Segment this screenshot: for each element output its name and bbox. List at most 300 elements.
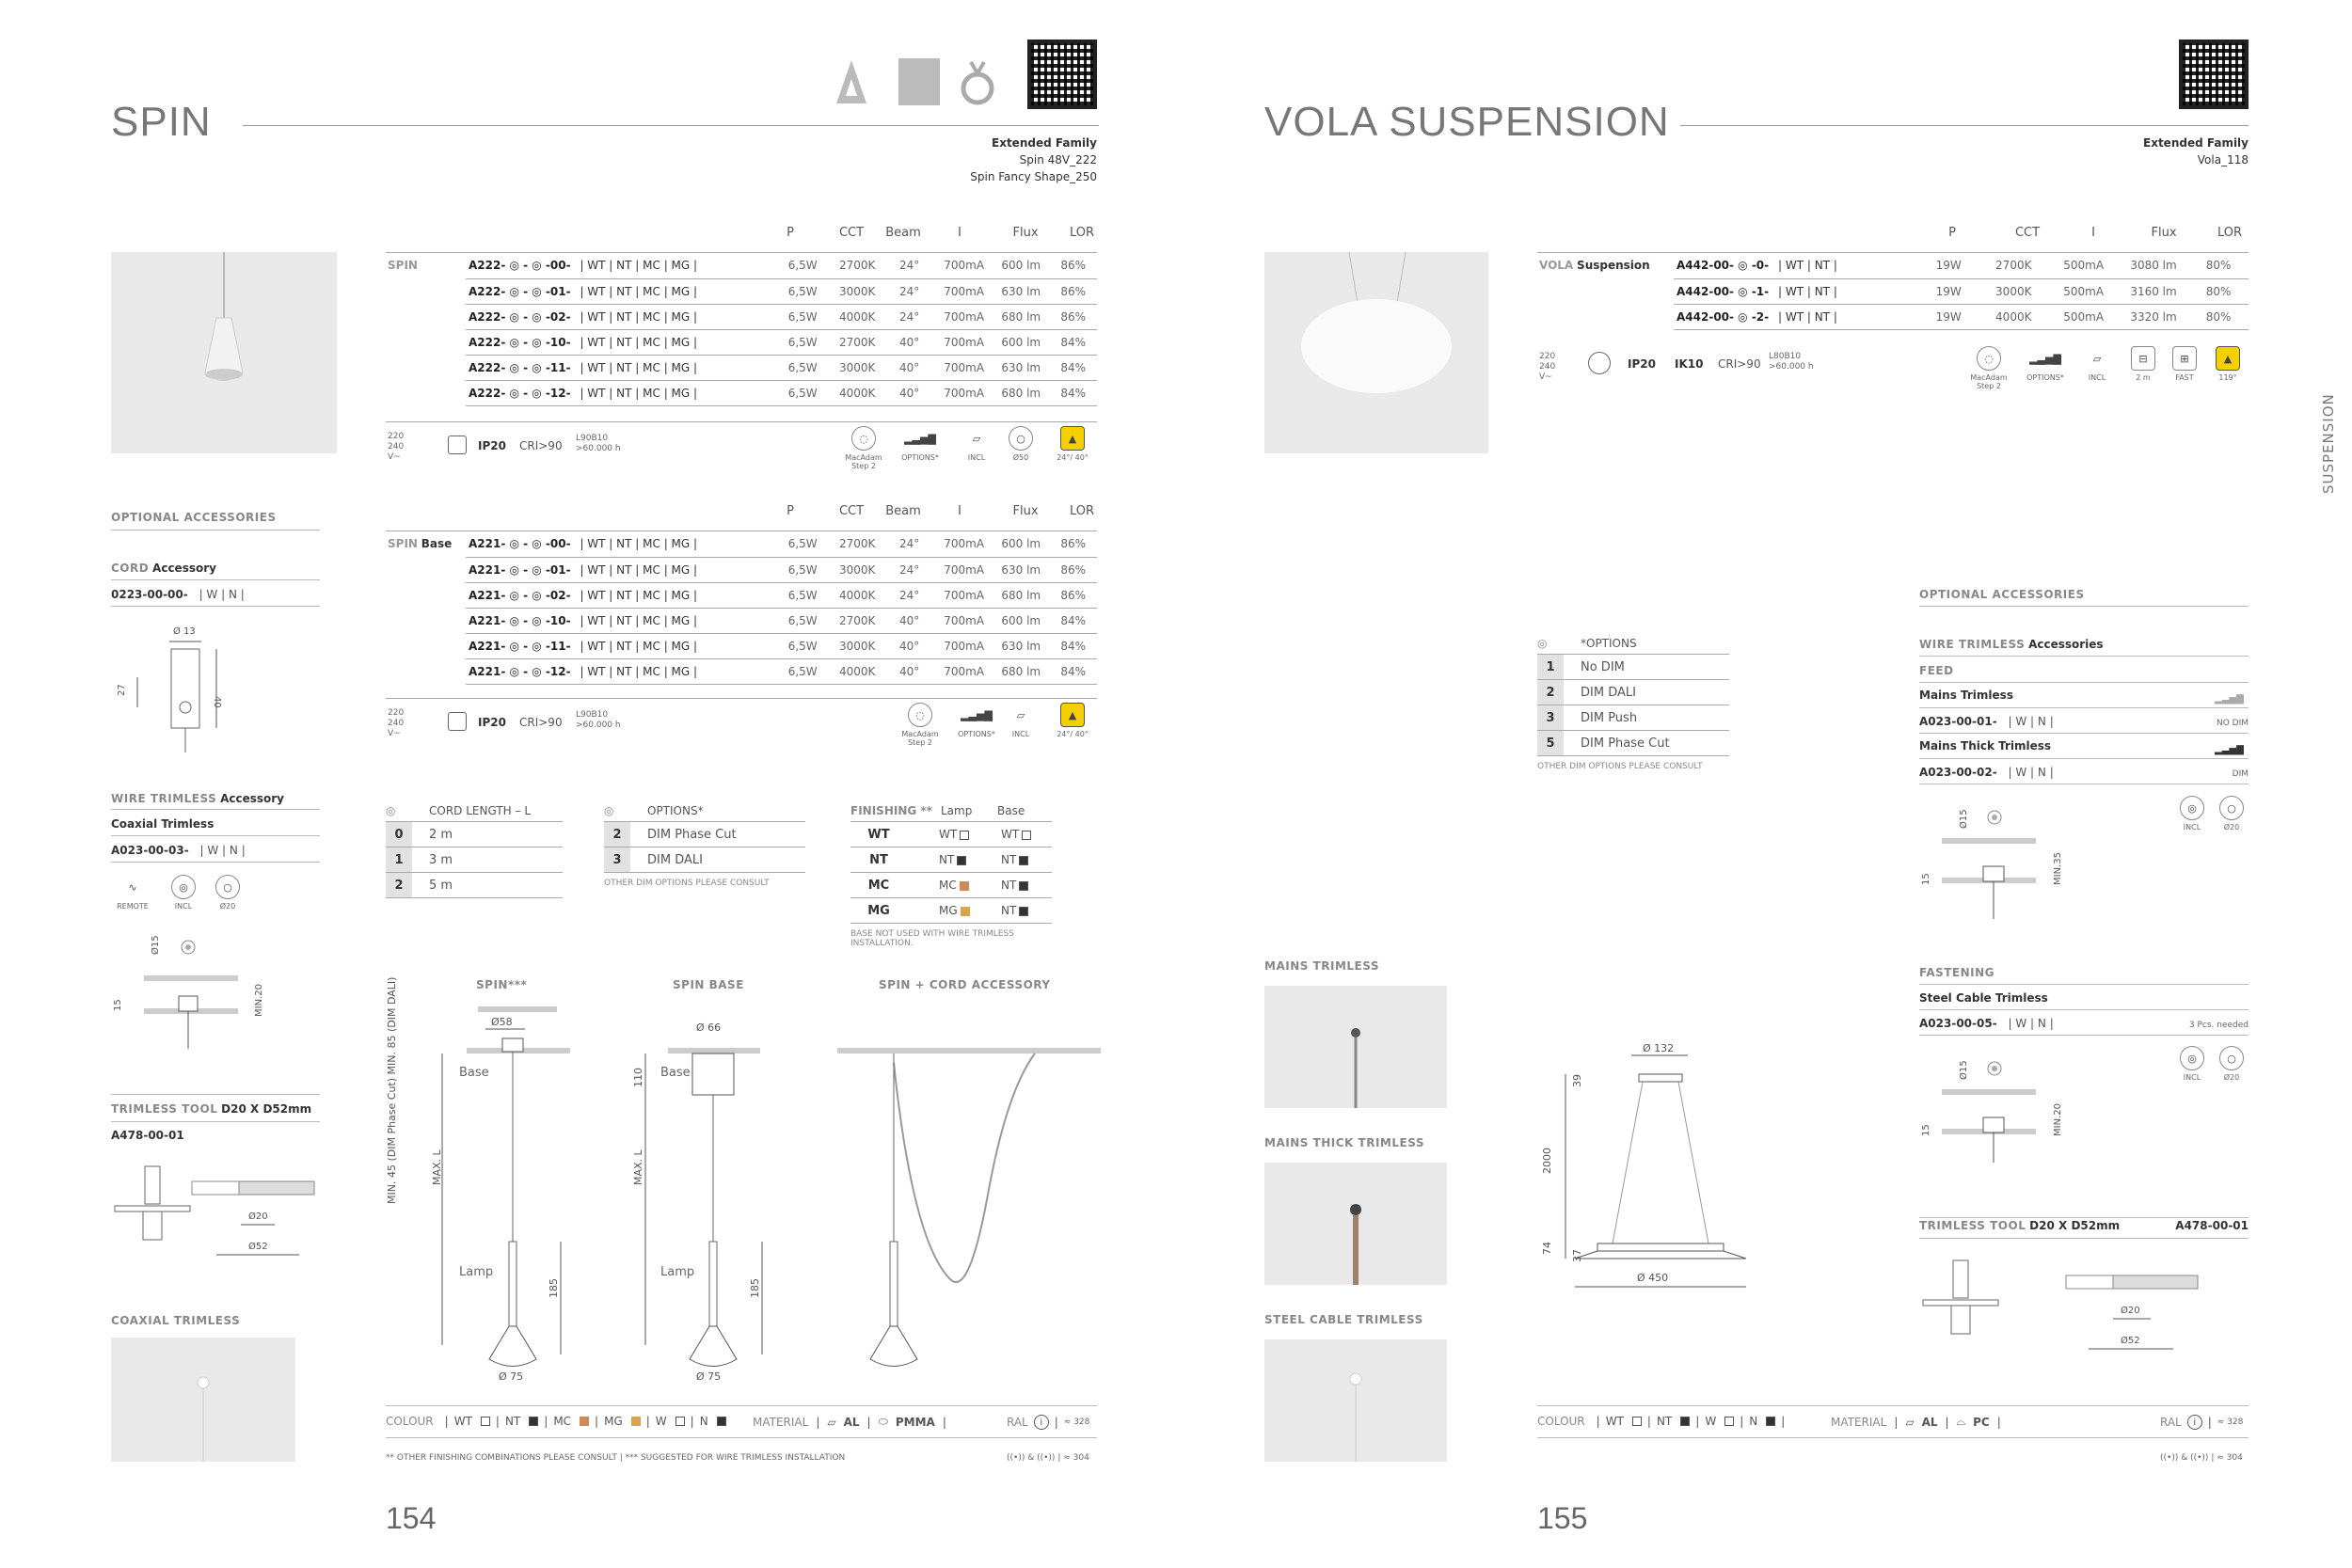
code-cell: A221- ◎ - ◎ -00- | WT | NT | MC | MG | [466,531,774,557]
divider [386,1405,1097,1406]
i-cell: 700mA [935,658,993,684]
flux-cell: 630 lm [993,355,1050,380]
table-row [466,633,1097,658]
coaxial-trimless-photo [111,1338,295,1462]
option-row: 1 3 m [386,847,563,873]
spinbase-rows [466,531,1097,685]
incl-icon: ◎ INCL [2173,796,2211,832]
beam-angle-icon: ▲ 24°/ 40° [1046,703,1099,738]
ip-rating: IP20 [478,439,506,452]
dim-label: 15 [1921,873,1931,885]
colour-row: COLOUR | WT | NT | MC | MG | W | N [386,1415,726,1428]
option-row: 1 No DIM [1537,655,1729,680]
divider [111,530,320,531]
page-title: VOLA SUSPENSION [1264,99,1670,145]
tool-code: A478-00-01 [2175,1219,2249,1232]
i-cell: 700mA [935,304,993,329]
option-row: 2 DIM Phase Cut [604,822,805,847]
dim-label: 37 [1571,1249,1583,1262]
finishing-row: MG MG NT [850,898,1052,924]
divider [111,606,320,607]
divider [111,835,320,836]
i-cell: 700mA [935,582,993,608]
col-header: CCT [838,226,865,240]
p-cell: 6,5W [774,633,832,658]
i-cell: 700mA [935,355,993,380]
feed-heading: FEED [1919,664,1954,677]
pc-icon: ⌓ [1956,1415,1966,1428]
wireless-icon: ((•)) & ((•)) [2160,1453,2209,1463]
flux-cell: 630 lm [993,557,1050,582]
page-number: 154 [386,1501,437,1535]
driver-incl-icon: ▱ INCL [1011,708,1030,738]
dim-label: MIN.35 [2053,852,2063,885]
dim-label: 39 [1571,1074,1583,1087]
dim-label: 15 [113,999,123,1011]
table-row [466,304,1097,329]
dim-label: Ø 66 [696,1022,722,1034]
beam-cell: 24° [883,304,935,329]
flux-cell: 3080 lm [2119,253,2188,278]
spin-product-photo [111,252,337,453]
divider [1919,707,2249,708]
mains-trimless-photo [1264,986,1447,1108]
cutout-icon: ○ Ø20 [209,875,246,911]
footnote-ref: ((•)) & ((•)) | ≈ 304 [1007,1453,1089,1463]
code-cell: A222- ◎ - ◎ -02- | WT | NT | MC | MG | [466,304,774,329]
page-title: SPIN [111,99,212,145]
beam-cell: 40° [883,380,935,405]
i-cell: 700mA [935,557,993,582]
beam-cell: 40° [883,633,935,658]
table-row [466,531,1097,557]
table-header: Base [997,803,1025,817]
col-header: LOR [2217,226,2243,240]
cable-length-icon: ⊟ 2 m [2124,346,2162,382]
dim-label: MIN. 45 (DIM Phase Cut) MIN. 85 (DIM DALI) [386,976,398,1204]
table-row [466,658,1097,684]
i-cell: 500mA [2048,278,2118,304]
code-cell: A221- ◎ - ◎ -02- | WT | NT | MC | MG | [466,582,774,608]
cct-cell: 2700K [831,531,882,557]
cutout-icon: ○ Ø20 [2213,796,2250,832]
col-header: P [1948,226,1956,240]
flux-cell: 630 lm [993,633,1050,658]
dim-label: Ø15 [1959,1060,1969,1080]
option-row: 3 DIM DALI [604,847,805,873]
dim-label: Ø20 [248,1212,268,1222]
cct-cell: 2700K [1979,253,2048,278]
code-cell: A442-00- ◎ -0- | WT | NT | [1674,253,1918,278]
divider [1919,1035,2249,1036]
tool-code: A478-00-01 [111,1129,184,1142]
cct-cell: 4000K [831,582,882,608]
incl-icon: ◎ INCL [162,875,205,911]
ip-rating: IP20 [1628,357,1656,371]
drawing-title: SPIN + CORD ACCESSORY [879,978,1051,991]
cct-cell: 3000K [831,355,882,380]
code-cell: A221- ◎ - ◎ -10- | WT | NT | MC | MG | [466,608,774,633]
dim-label: MIN.20 [2053,1103,2063,1136]
i-cell: 700mA [935,633,993,658]
p-cell: 6,5W [774,380,832,405]
options-icon: ▂▃▅▇ OPTIONS* [901,432,939,462]
p-cell: 6,5W [774,355,832,380]
class2-icon [448,712,467,731]
divider [111,1121,320,1122]
spin-rows [466,253,1097,406]
col-header: I [958,504,961,518]
lor-cell: 80% [2188,304,2249,329]
flux-cell: 680 lm [993,658,1050,684]
wire-title: WIRE TRIMLESS Accessory [111,792,284,805]
colour-row: COLOUR | WT | NT | W | N | [1537,1415,1786,1428]
divider [1919,1238,2249,1239]
base-label: Base [660,1066,691,1080]
beam-cell: 24° [883,531,935,557]
qr-code-icon[interactable] [1027,40,1097,109]
i-cell: 700mA [935,253,993,278]
i-cell: 700mA [935,329,993,355]
beam-cell: 40° [883,329,935,355]
lamp-label: Lamp [459,1265,494,1279]
ral-row: RAL i | ≈ 328 [1007,1416,1090,1429]
family-label: Extended Family [992,136,1097,150]
dim-label: Ø15 [1959,809,1969,829]
lifetime: L80B10 >60.000 h [1769,352,1814,372]
flux-cell: 3160 lm [2119,278,2188,304]
i-cell: 700mA [935,380,993,405]
dim-label: MIN.20 [254,984,264,1017]
divider [1537,1405,2249,1406]
mains-thick-trimless-photo [1264,1163,1447,1285]
title-rule [243,125,1099,126]
fastening-name: Steel Cable Trimless [1919,991,2048,1005]
col-header: P [787,226,794,240]
footnote: ** OTHER FINISHING COMBINATIONS PLEASE CONSULT | *** SUGGESTED FOR WIRE TRIMLESS INSTALLATION [386,1453,846,1463]
dim-label: DIM [2232,769,2249,779]
voltage: 220 240 V~ [388,708,405,738]
beam-angle-icon: ▲ 119° [2209,346,2247,382]
code-cell: A442-00- ◎ -1- | WT | NT | [1674,278,1918,304]
col-header: Flux [1012,226,1039,240]
table-row [466,355,1097,380]
spin-electrical [386,421,1097,470]
lor-cell: 86% [1049,278,1097,304]
tool-title: TRIMLESS TOOL D20 X D52mm [1919,1219,2121,1232]
divider [1919,1217,2249,1218]
col-header: Beam [885,504,921,518]
flux-cell: 680 lm [993,304,1050,329]
cct-cell: 3000K [831,278,882,304]
tool-title: TRIMLESS TOOL D20 X D52mm [111,1102,312,1116]
finishing-table [850,800,1052,948]
beam-cell: 24° [883,582,935,608]
options-note: OTHER DIM OPTIONS PLEASE CONSULT [604,879,770,888]
earth-icon [1588,352,1611,374]
divider [111,1094,320,1095]
voltage: 220 240 V~ [388,432,405,462]
optional-accessories-heading: OPTIONAL ACCESSORIES [1919,588,2085,601]
p-cell: 6,5W [774,329,832,355]
dim-label: Ø 75 [696,1370,722,1383]
finishing-note: BASE NOT USED WITH WIRE TRIMLESS INSTALLATION. [850,929,1014,948]
spin-label: SPIN [388,259,418,272]
mains-code: A023-00-01- | W | N | [1919,715,2054,728]
divider [111,809,320,810]
divider [1919,1009,2249,1010]
lor-cell: 84% [1049,608,1097,633]
spinbase-electrical [386,698,1097,747]
p-cell: 19W [1918,278,1979,304]
vola-options-table: ◎ *OPTIONS 1 No DIM 2 DIM DALI 3 DIM Push 5 DIM Phase Cut OTHER DIM OPTIONS PLEASE CONSULT [1537,632,1729,771]
divider [386,1437,1097,1438]
cord-code: 0223-00-00- | W | N | [111,588,245,601]
code-cell: A442-00- ◎ -2- | WT | NT | [1674,304,1918,329]
i-cell: 500mA [2048,253,2118,278]
wire-code: A023-00-03- | W | N | [111,844,246,857]
dim-bars-icon: ▂▃▅▇ [2215,745,2244,755]
i-cell: 500mA [2048,304,2118,329]
dim-label: Ø52 [248,1242,268,1252]
flux-cell: 600 lm [993,531,1050,557]
award-logo-icon [833,58,870,107]
steel-cable-trimless-photo [1264,1339,1447,1462]
p-cell: 6,5W [774,658,832,684]
title-rule [1680,125,2249,126]
cri-rating: CRI>90 [519,716,563,729]
cct-cell: 2700K [831,253,882,278]
design-award-logo-icon [898,58,940,105]
dim-label: Ø 75 [499,1370,524,1383]
beam-cell: 40° [883,355,935,380]
dim-label: 15 [1921,1124,1931,1136]
wireless-icon: ((•)) & ((•)) [1007,1453,1056,1463]
col-header: P [787,504,794,518]
lor-cell: 86% [1049,582,1097,608]
aluminium-icon: ▱ [1905,1415,1915,1429]
page-number: 155 [1537,1501,1588,1535]
code-cell: A222- ◎ - ◎ -12- | WT | NT | MC | MG | [466,380,774,405]
family-link[interactable]: Vola_118 [2197,153,2249,166]
dim-label: 185 [749,1278,761,1298]
table-row [466,253,1097,278]
dim-label: MAX. L [431,1149,443,1185]
divider [1919,733,2249,734]
lor-cell: 86% [1049,304,1097,329]
dim-label: Ø58 [491,1016,513,1028]
p-cell: 6,5W [774,278,832,304]
divider [1919,656,2249,657]
i-cell: 700mA [935,278,993,304]
pmma-icon: ⬭ [878,1415,888,1428]
col-header: CCT [838,504,865,518]
cct-cell: 4000K [1979,304,2048,329]
vola-table [1537,252,2249,324]
divider [111,579,320,580]
cri-rating: CRI>90 [519,439,563,452]
table-header: *OPTIONS [1581,636,1637,650]
beam-cell: 40° [883,608,935,633]
lifetime: L90B10 >60.000 h [576,434,621,453]
i-cell: 700mA [935,608,993,633]
col-header: CCT [2014,226,2041,240]
code-cell: A222- ◎ - ◎ -11- | WT | NT | MC | MG | [466,355,774,380]
cct-cell: 2700K [831,329,882,355]
col-header: I [2091,226,2095,240]
table-row [466,608,1097,633]
beam-angle-icon: ▲ 24°/ 40° [1046,426,1099,462]
lor-cell: 84% [1049,658,1097,684]
ral-row: RAL i | ≈ 328 [2160,1416,2244,1429]
mains-name: Mains Trimless [1919,689,2013,702]
vola-label: VOLA Suspension [1539,259,1650,272]
p-cell: 6,5W [774,557,832,582]
divider [1919,606,2249,607]
medal-icon [960,60,995,107]
nodim-label: NO DIM [2216,719,2249,728]
col-header: LOR [1069,504,1095,518]
photo-title: MAINS TRIMLESS [1264,959,1379,973]
col-header: Beam [885,226,921,240]
macadam-icon: ◌ MacAdam Step 2 [894,703,946,747]
cri-rating: CRI>90 [1718,357,1761,371]
cutout-icon: ○ Ø50 [997,426,1044,462]
fastening-note: 3 Pcs. needed [2188,1021,2249,1030]
dim-label: Ø 13 [173,626,196,637]
p-cell: 6,5W [774,253,832,278]
col-header: Flux [2151,226,2177,240]
dim-label: 2000 [1541,1148,1553,1174]
macadam-icon: ◌ MacAdam Step 2 [837,426,890,470]
option-row: 0 2 m [386,822,563,847]
info-icon: i [2187,1415,2202,1430]
family-link[interactable]: Spin Fancy Shape_250 [970,170,1097,183]
dim-label: 27 [117,684,127,696]
family-link[interactable]: Spin 48V_222 [1019,153,1097,166]
spinbase-label: SPIN Base [388,537,453,550]
fastening-code: A023-00-05- | W | N | [1919,1017,2054,1030]
option-row: 2 DIM DALI [1537,680,1729,705]
lamp-label: Lamp [660,1265,695,1279]
left-options-table: ◎ OPTIONS* 2 DIM Phase Cut 3 DIM DALI OTHER DIM OPTIONS PLEASE CONSULT [604,800,805,888]
material-row: MATERIAL | ▱ AL | ⬭ PMMA | [753,1415,946,1429]
ip-rating: IP20 [478,716,506,729]
options-icon: ▂▃▅▇ OPTIONS* [958,708,995,738]
beam-cell: 24° [883,278,935,304]
dim-label: Ø 132 [1643,1042,1675,1054]
p-cell: 6,5W [774,582,832,608]
dim-label: Ø 450 [1637,1272,1669,1284]
table-header: FINISHING ** [850,803,932,817]
flux-cell: 630 lm [993,278,1050,304]
finishing-row: MC MC NT [850,873,1052,898]
fast-connector-icon: ⊞ FAST [2166,346,2203,382]
code-cell: A222- ◎ - ◎ -01- | WT | NT | MC | MG | [466,278,774,304]
table-row [466,380,1097,405]
cct-cell: 2700K [831,608,882,633]
option-row: 2 5 m [386,873,563,898]
flux-cell: 3320 lm [2119,304,2188,329]
col-header: I [958,226,961,240]
dim-label: Ø15 [151,935,161,955]
code-cell: A221- ◎ - ◎ -11- | WT | NT | MC | MG | [466,633,774,658]
cutout-icon: ○ Ø20 [2213,1046,2250,1082]
flux-cell: 600 lm [993,329,1050,355]
beam-cell: 40° [883,658,935,684]
macadam-icon: ◌ MacAdam Step 2 [1963,346,2015,390]
drawing-title: SPIN BASE [673,978,744,991]
table-header: CORD LENGTH – L [429,803,531,817]
lor-cell: 84% [1049,380,1097,405]
cct-cell: 3000K [831,633,882,658]
p-cell: 19W [1918,253,1979,278]
divider [111,862,320,863]
footnote-ref: ((•)) & ((•)) | ≈ 304 [2160,1453,2243,1463]
thick-code: A023-00-02- | W | N | [1919,766,2054,779]
dim-label: MAX. L [632,1149,644,1185]
cct-cell: 4000K [831,380,882,405]
wire-name: Coaxial Trimless [111,817,215,831]
lifetime: L90B10 >60.000 h [576,710,621,730]
coaxial-trimless-heading: COAXIAL TRIMLESS [111,1314,241,1327]
cct-cell: 4000K [831,304,882,329]
wire-title: WIRE TRIMLESS Accessories [1919,638,2104,651]
flux-cell: 680 lm [993,582,1050,608]
base-label: Base [459,1066,489,1080]
wire-drawing [1919,795,2089,927]
lor-cell: 84% [1049,329,1097,355]
photo-title: MAINS THICK TRIMLESS [1264,1136,1424,1149]
table-row [1674,253,2249,278]
remote-icon: ∿ REMOTE [117,880,149,911]
class2-icon [448,436,467,454]
cord-length-table: ◎ CORD LENGTH – L 0 2 m 1 3 m 2 5 m [386,800,563,898]
driver-incl-icon: ▱ INCL [967,432,986,462]
divider [1919,758,2249,759]
dim-label: 74 [1541,1242,1553,1255]
options-icon: ▂▃▅▇ OPTIONS* [2026,352,2064,382]
lor-cell: 84% [1049,355,1097,380]
option-row: 3 DIM Push [1537,705,1729,731]
cct-cell: 3000K [831,557,882,582]
info-icon: i [1034,1415,1049,1430]
finishing-row: NT NT NT [850,847,1052,873]
flux-cell: 600 lm [993,253,1050,278]
ik-rating: IK10 [1675,357,1704,371]
col-header: LOR [1069,226,1095,240]
divider [1919,984,2249,985]
fastening-drawing [1919,1046,2089,1178]
p-cell: 6,5W [774,608,832,633]
lor-cell: 86% [1049,557,1097,582]
table-row [466,329,1097,355]
dim-label: 110 [632,1068,644,1087]
lor-cell: 80% [2188,253,2249,278]
tool-drawing [111,1157,327,1270]
divider [1919,682,2249,683]
material-row: MATERIAL | ▱ AL | ⌓ PC | [1831,1415,2001,1429]
table-row [1674,278,2249,304]
cord-title: CORD Accessory [111,562,216,575]
dim-label: Ø20 [2121,1306,2140,1316]
i-cell: 700mA [935,531,993,557]
p-cell: 19W [1918,304,1979,329]
qr-code-icon[interactable] [2179,40,2249,109]
vola-drawing [1537,1035,1763,1298]
tool-drawing [1919,1251,2249,1364]
flux-cell: 600 lm [993,608,1050,633]
